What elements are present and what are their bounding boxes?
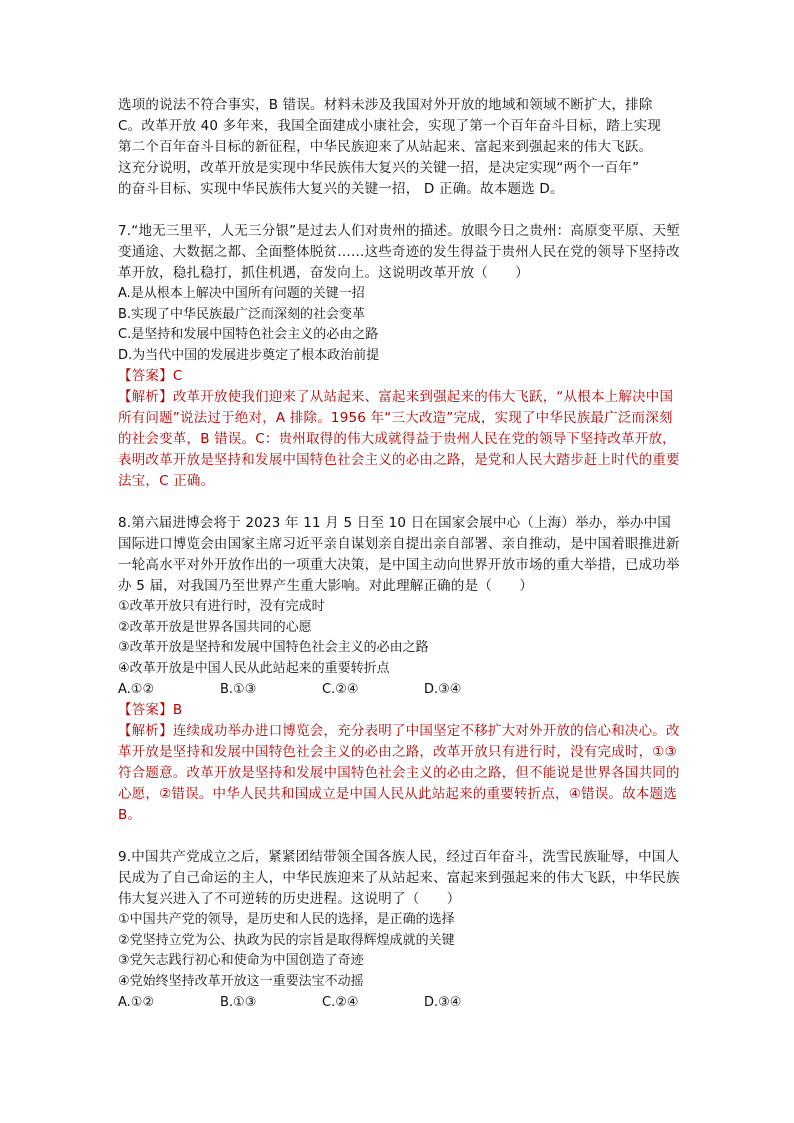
q7-option-c: C.是坚持和发展中国特色社会主义的必由之路 [118, 327, 379, 342]
q6-analysis-continuation [118, 95, 682, 200]
question-7 [118, 221, 682, 492]
q9-choices [118, 992, 682, 1013]
carry-line-5: 的奋斗目标、实现中华民族伟大复兴的关键一招， D 正确。故本题选 D。 [118, 181, 564, 197]
q8-statement-1: ①改革开放只有进行时，没有完成时 [118, 599, 325, 614]
carry-line-4: 这充分说明，改革开放是实现中华民族伟大复兴的关键一招，是决定实现“两个一百年” [118, 160, 640, 176]
q7-answer-label: 【答案】 [118, 368, 173, 384]
q8-choice-c: C.②④ [322, 682, 359, 697]
q9-stem: 9.中国共产党成立之后，紧紧团结带领全国各族人民，经过百年奋斗，洗雪民族耻辱，中国人民成为了自己命运的主人，中华民族迎来了从站起来、富起来到强起来的伟大飞跃，中华民族伟大复兴进入了不可逆转的历史进程。这说明了（ ） [118, 849, 680, 907]
q7-answer [118, 366, 682, 387]
q9-choice-b: B.①③ [220, 995, 257, 1010]
q8-choices [118, 679, 682, 700]
q9-statement-2: ②党坚持立党为公、执政为民的宗旨是取得辉煌成就的关键 [118, 932, 455, 948]
carry-line-1: 选项的说法不符合事实，B 错误。材料未涉及我国对外开放的地域和领域不断扩大，排除 [118, 97, 653, 113]
q7-stem: 7.“地无三里平，人无三分银”是过去人们对贵州的描述。放眼今日之贵州：高原变平原、天堑变通途、大数据之都、全面整体脱贫……这些奇迹的发生得益于贵州人民在党的领导下坚持改革开放，稳扎稳打，抓住机遇，奋发向上。这说明改革开放（ ） [118, 223, 680, 281]
q7-option-a: A.是从根本上解决中国所有问题的关键一招 [118, 286, 365, 301]
q8-statement-3: ③改革开放是坚持和发展中国特色社会主义的必由之路 [118, 640, 429, 655]
q9-statement-3: ③党矢志践行初心和使命为中国创造了奇迹 [118, 953, 364, 968]
q8-choice-b: B.①③ [220, 682, 257, 697]
q8-analysis-text: 连续成功举办进口博览会，充分表明了中国坚定不移扩大对外开放的信心和决心。改革开放是坚持和发展中国特色社会主义的必由之路，改革开放只有进行时，没有完成时，①③符合题意。改革开放是坚持和发展中国特色社会主义的必由之路，但不能说是世界各国共同的心愿，②错误。中华人民共和国成立是中国人民从此站起来的重要转折点，④错误。故本题选 B。 [118, 723, 680, 823]
q9-choice-d: D.③④ [424, 995, 462, 1010]
carry-line-2: C。改革开放 40 多年来，我国全面建成小康社会，实现了第一个百年奋斗目标，踏上实现 [118, 118, 662, 134]
q8-answer [118, 700, 682, 721]
q9-choice-a: A.①② [118, 995, 155, 1010]
question-8 [118, 513, 682, 826]
q7-option-d: D.为当代中国的发展进步奠定了根本政治前提 [118, 347, 380, 363]
q7-analysis-text: 改革开放使我们迎来了从站起来、富起来到强起来的伟大飞跃，“从根本上解决中国所有问题”说法过于绝对，A 排除。1956 年“三大改造”完成，实现了中华民族最广泛而深刻的社会变革，B 错误。C：贵州取得的伟大成就得益于贵州人民在党的领导下坚持改革开放，表明改革开放是坚持和发展中国特色社会主义的必由之路，是党和人民大踏步赶上时代的重要法宝，C 正确。 [118, 389, 680, 489]
q8-choice-d: D.③④ [424, 682, 462, 697]
carry-line-3: 第二个百年奋斗目标的新征程，中华民族迎来了从站起来、富起来到强起来的伟大飞跃。 [118, 139, 653, 155]
question-9 [118, 847, 682, 1013]
q7-answer-value: C [172, 368, 183, 384]
q8-stem: 8.第六届进博会将于 2023 年 11 月 5 日至 10 日在国家会展中心（上海）举办，举办中国国际进口博览会由国家主席习近平亲自谋划亲自提出亲自部署、亲自推动，是中国着眼推进新一轮高水平对外开放作出的一项重大决策，是中国主动向世界开放市场的重大举措，已成功举办 5 届，对我国乃至世界产生重大影响。对此理解正确的是（ ） [118, 515, 680, 594]
q7-analysis-label: 【解析】 [118, 389, 173, 405]
q8-statement-2: ②改革开放是世界各国共同的心愿 [118, 619, 312, 635]
q8-choice-a: A.①② [118, 682, 155, 697]
q8-analysis-label: 【解析】 [118, 723, 173, 739]
q9-statement-1: ①中国共产党的领导，是历史和人民的选择，是正确的选择 [118, 912, 455, 927]
q9-statement-4: ④党始终坚持改革开放这一重要法宝不动摇 [118, 973, 364, 989]
q8-analysis [118, 721, 682, 826]
q9-choice-c: C.②④ [322, 995, 359, 1010]
q8-answer-label: 【答案】 [118, 702, 173, 718]
q8-statement-4: ④改革开放是中国人民从此站起来的重要转折点 [118, 660, 390, 676]
q8-answer-value: B [172, 702, 183, 718]
q7-option-b: B.实现了中华民族最广泛而深刻的社会变革 [118, 306, 366, 322]
q7-analysis [118, 387, 682, 492]
